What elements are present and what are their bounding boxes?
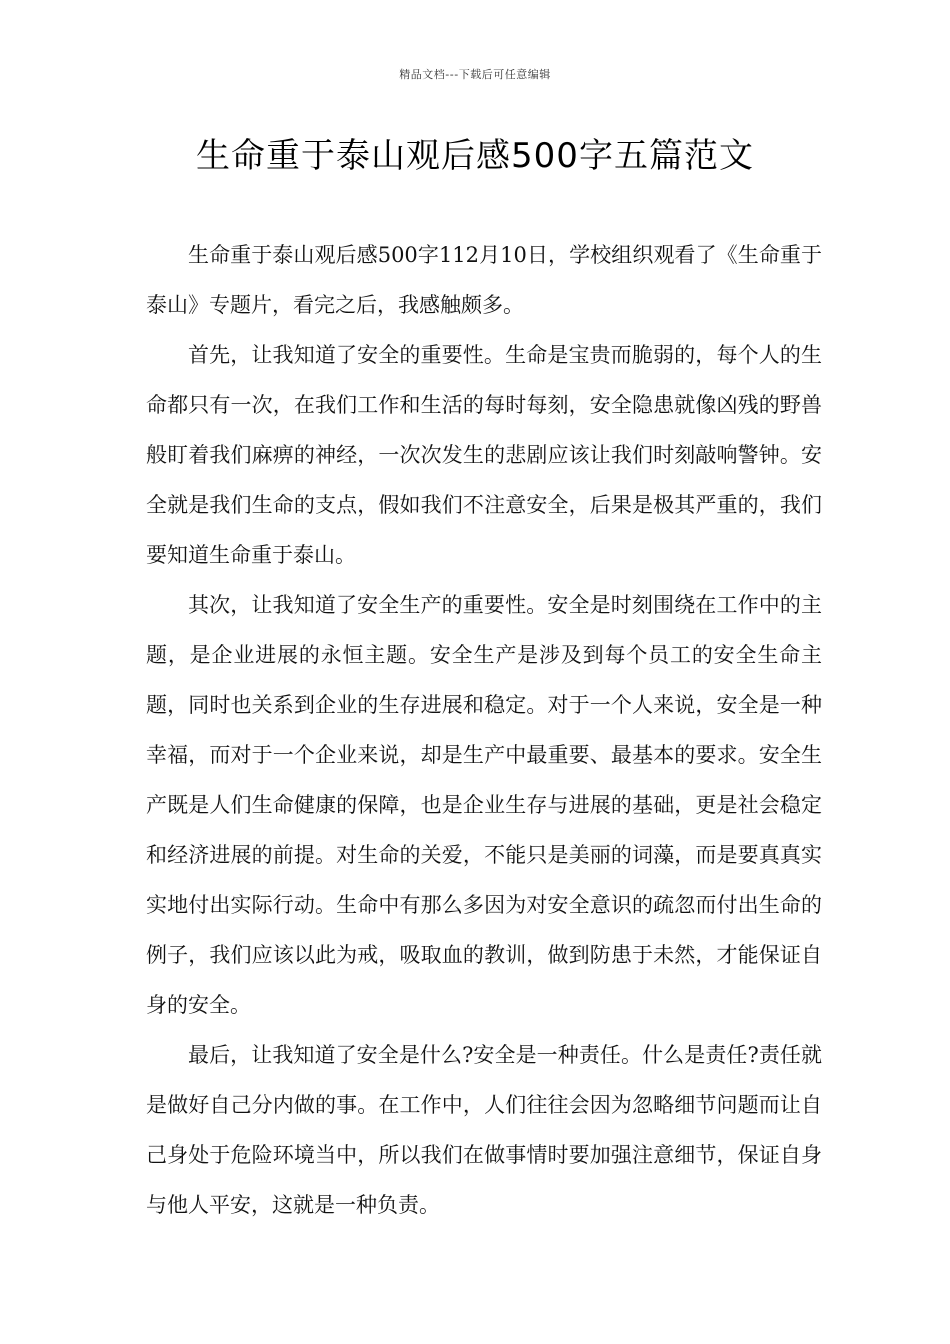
document-title: 生命重于泰山观后感500字五篇范文 [196,136,754,176]
paragraph-first: 首先，让我知道了安全的重要性。生命是宝贵而脆弱的，每个人的生命都只有一次，在我们工作和生活的每时每刻，安全隐患就像凶残的野兽般盯着我们麻痹的神经，一次次发生的悲剧应该让我们时刻敲响警钟。安全就是我们生命的支点，假如我们不注意安全，后果是极其严重的，我们要知道生命重于泰山。 [146,343,822,567]
paragraph-second: 其次，让我知道了安全生产的重要性。安全是时刻围绕在工作中的主题，是企业进展的永恒主题。安全生产是涉及到每个员工的安全生命主题，同时也关系到企业的生存进展和稳定。对于一个人来说，安全是一种幸福，而对于一个企业来说，却是生产中最重要、最基本的要求。安全生产既是人们生命健康的保障，也是企业生存与进展的基础，更是社会稳定和经济进展的前提。对生命的关爱，不能只是美丽的词藻，而是要真真实实地付出实际行动。生命中有那么多因为对安全意识的疏忽而付出生命的例子，我们应该以此为戒，吸取血的教训，做到防患于未然，才能保证自身的安全。 [146,593,822,1017]
paragraph-last: 最后，让我知道了安全是什么?安全是一种责任。什么是责任?责任就是做好自己分内做的事。在工作中，人们往往会因为忽略细节问题而让自己身处于危险环境当中，所以我们在做事情时要加强注意细节，保证自身与他人平安，这就是一种负责。 [146,1043,822,1217]
document-body [146,230,822,1230]
header-note: 精品文档---下载后可任意编辑 [399,68,551,81]
paragraph-intro: 生命重于泰山观后感500字112月10日，学校组织观看了《生命重于泰山》专题片，看完之后，我感触颇多。 [146,243,822,317]
